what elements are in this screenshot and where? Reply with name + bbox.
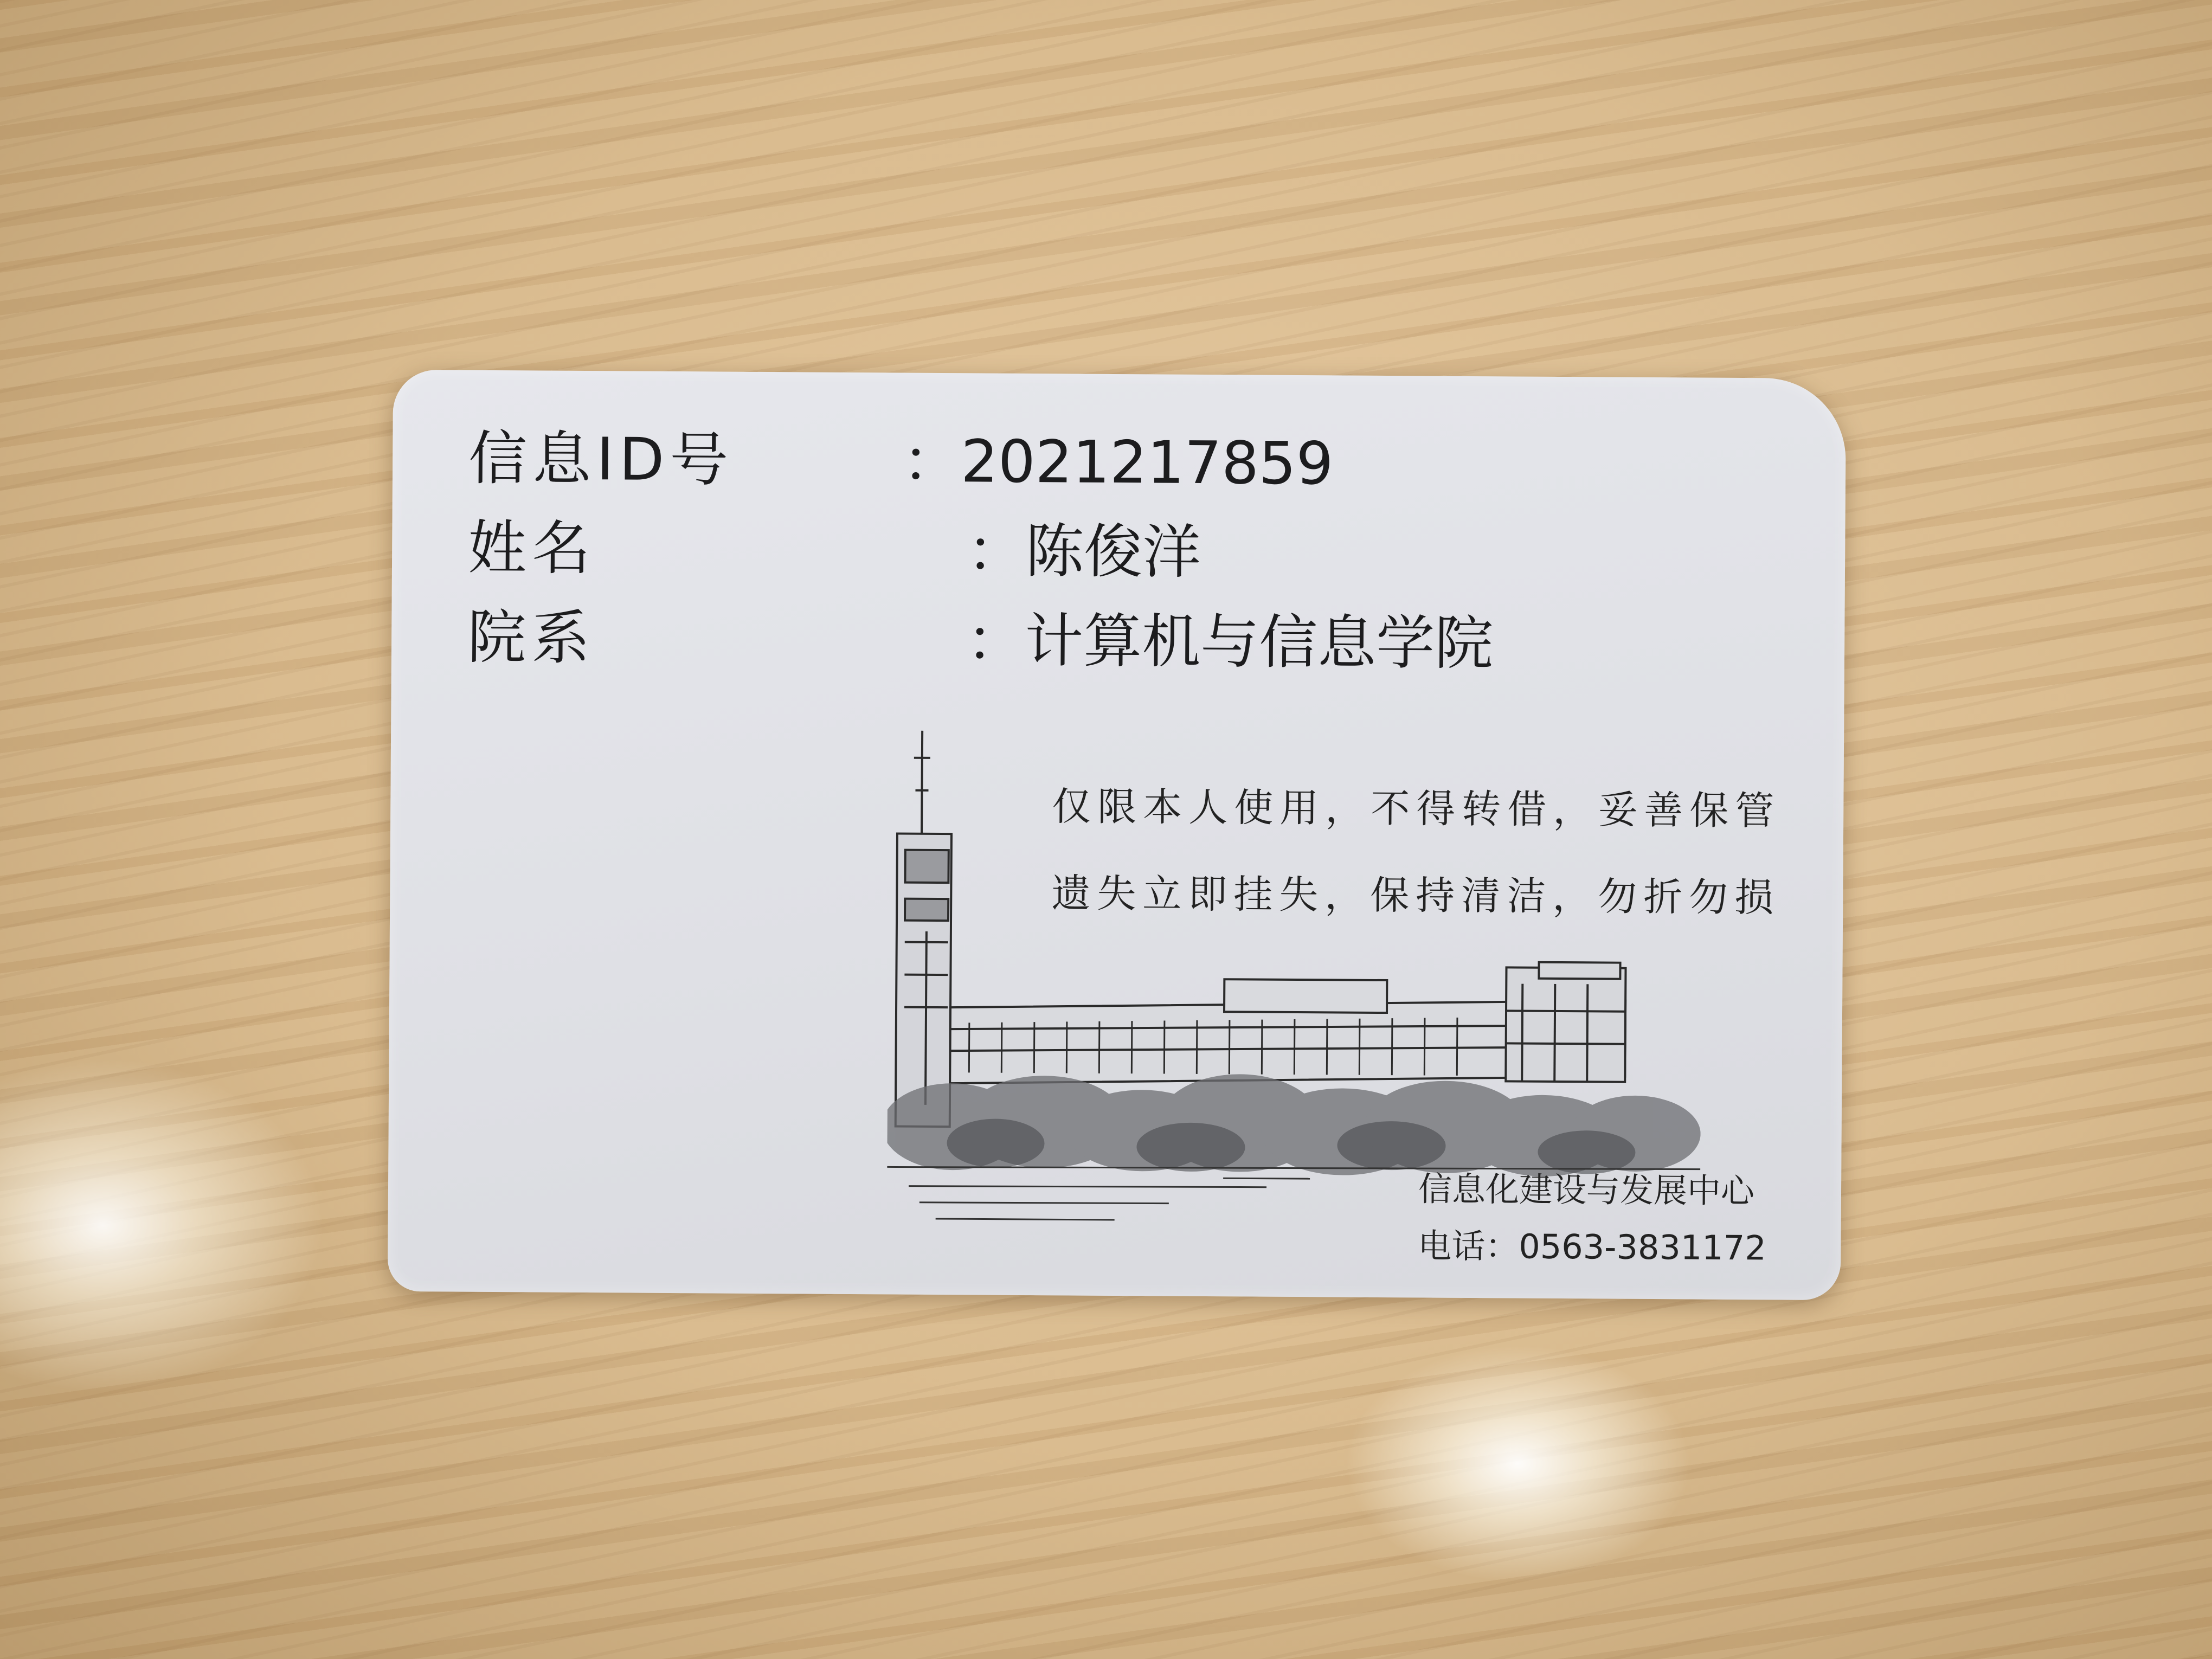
light-glare — [1345, 1345, 1692, 1583]
issuer-phone: 电话：0563-3831172 — [1418, 1226, 1766, 1268]
name-label: 姓名 — [467, 514, 596, 583]
id-row — [468, 425, 1334, 498]
name-colon: ： — [966, 517, 1026, 586]
name-value: 陈俊洋 — [1025, 517, 1201, 587]
department-value: 计算机与信息学院 — [1024, 607, 1494, 678]
department-colon: ： — [966, 607, 1025, 675]
department-row — [467, 603, 1494, 678]
usage-notice-line-2: 遗失立即挂失，保持清洁，勿折勿损 — [1051, 870, 1780, 921]
id-colon: ： — [902, 427, 961, 496]
usage-notice-line-1: 仅限本人使用，不得转借，妥善保管 — [1052, 783, 1781, 834]
issuer-name: 信息化建设与发展中心 — [1418, 1169, 1755, 1211]
student-id-card — [388, 370, 1846, 1300]
department-label: 院系 — [467, 603, 596, 673]
light-glare — [0, 1057, 325, 1393]
name-row — [467, 514, 1201, 587]
id-value: 2021217859 — [960, 428, 1334, 498]
id-label: 信息ID号 — [468, 425, 734, 494]
